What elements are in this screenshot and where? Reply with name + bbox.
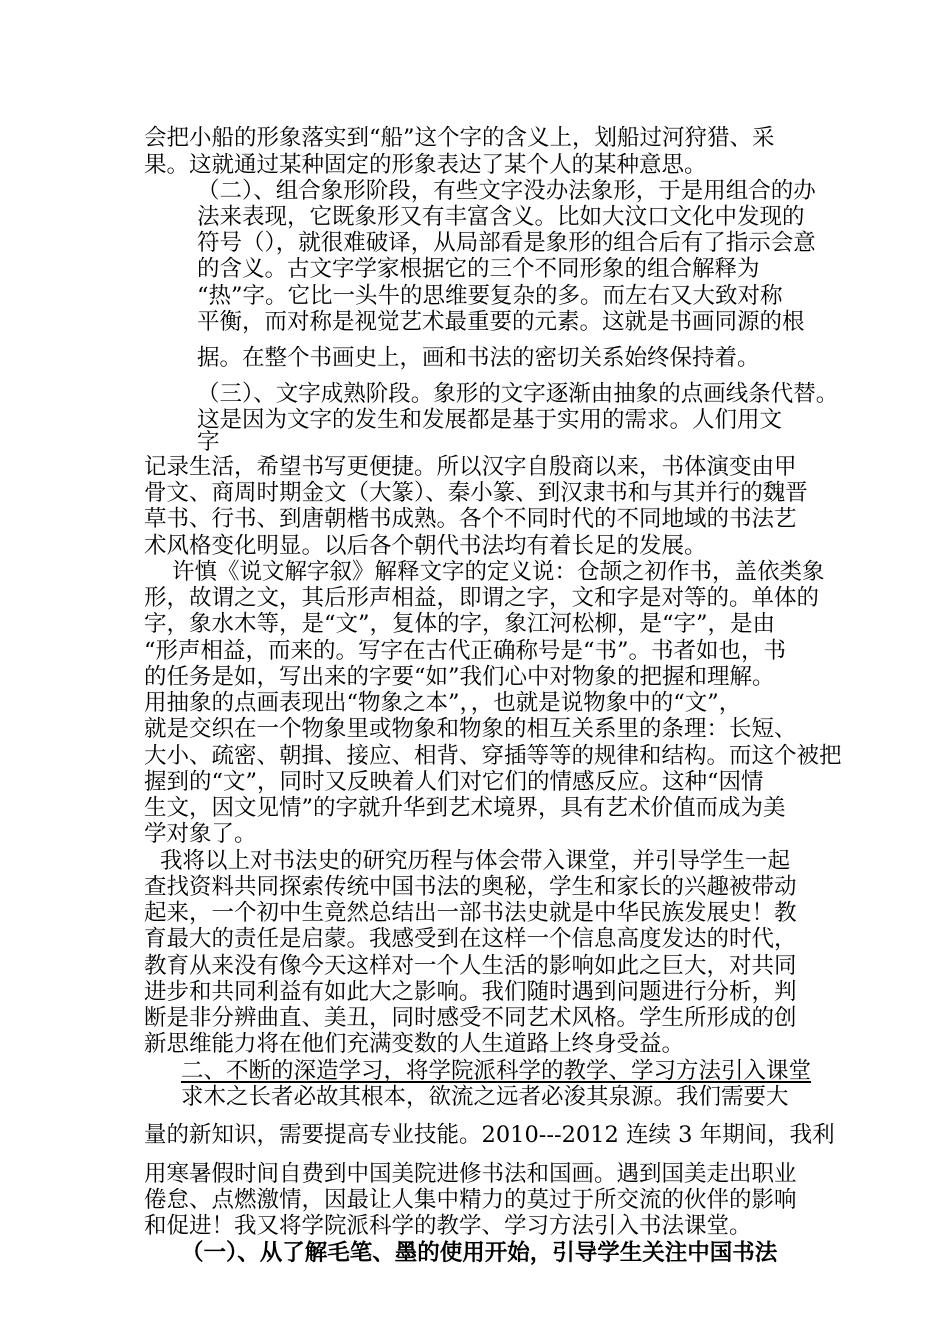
body-text-line: 生文，因文见情”的字就升华到艺术境界，具有艺术价值而成为美 (144, 795, 786, 821)
body-text-line: 用抽象的点画表现出“物象之本”，，也就是说物象中的“文”， (144, 690, 742, 716)
body-text-line: 查找资料共同探索传统中国书法的奥秘，学生和家长的兴趣被带动 (144, 874, 797, 900)
body-text-line: 会把小船的形象落实到“船”这个字的含义上，划船过河狩猎、采 (144, 125, 775, 151)
body-text-line: “形声相益，而来的。写字在古代正确称号是“书”。书者如也，书 (144, 638, 787, 664)
body-text-line: 就是交织在一个物象里或物象和物象的相互关系里的条理：长短、 (144, 716, 797, 742)
body-text-line: 字 (197, 429, 220, 455)
body-text-line: （三）、文字成熟阶段。象形的文字逐渐由抽象的点画线条代替。 (197, 381, 839, 407)
body-text-line: 断是非分辨曲直、美丑，同时感受不同艺术风格。学生所形成的创 (144, 1005, 797, 1031)
body-text-line: 这是因为文字的发生和发展都是基于实用的需求。人们用文 (197, 407, 783, 433)
body-text-line: 教育从来没有像今天这样对一个人生活的影响如此之巨大，对共同 (144, 953, 797, 979)
body-text-line: 果。这就通过某种固定的形象表达了某个人的某种意思。 (144, 152, 707, 178)
body-text-line: 的含义。古文字学家根据它的三个不同形象的组合解释为 (197, 256, 760, 282)
body-text-line: 字，象水木等，是“文”，复体的字，象江河松柳，是“字”，是由 (144, 611, 776, 637)
body-text-line: （二）、组合象形阶段，有些文字没办法象形，于是用组合的办 (197, 178, 816, 204)
body-text-line: 和促进！我又将学院派科学的教学、学习方法引入书法课堂。 (144, 1213, 752, 1239)
body-text-line: 符号（），就很难破译，从局部看是象形的组合后有了指示会意 (197, 230, 816, 256)
body-text-line: 进步和共同利益有如此大之影响。我们随时遇到问题进行分析，判 (144, 979, 797, 1005)
body-text-line: 法来表现，它既象形又有丰富含义。比如大汶口文化中发现的 (197, 204, 805, 230)
section-heading: 二、不断的深造学习，将学院派科学的教学、学习方法引入课堂 (181, 1058, 812, 1084)
body-text-line: 平衡，而对称是视觉艺术最重要的元素。这就是书画同源的根 (197, 309, 805, 335)
body-text-line: 学对象了。 (144, 821, 257, 847)
body-text-line: 骨文、商周时期金文（大篆）、秦小篆、到汉隶书和与其并行的魏晋 (144, 480, 808, 506)
body-text-line: “热”字。它比一头牛的思维要复杂的多。而左右又大致对称 (197, 283, 783, 309)
body-text-line: 草书、行书、到唐朝楷书成熟。各个不同时代的不同地域的书法艺 (144, 506, 797, 532)
body-text-line: 起来，一个初中生竟然总结出一部书法史就是中华民族发展史！教 (144, 900, 797, 926)
body-text-line: 形，故谓之文，其后形声相益，即谓之字，文和字是对等的。单体的 (144, 585, 820, 611)
body-text-line: 记录生活，希望书写更便捷。所以汉字自殷商以来，书体演变由甲 (144, 454, 797, 480)
body-text-line: 许慎《说文解字叙》解释文字的定义说：仓颉之初作书，盖依类象 (172, 559, 825, 585)
body-text-line: 求木之长者必故其根本，欲流之远者必浚其泉源。我们需要大 (181, 1084, 789, 1110)
body-text-line: 用寒暑假时间自费到中国美院进修书法和国画。遇到国美走出职业 (144, 1161, 797, 1187)
body-text-line: 术风格变化明显。以后各个朝代书法均有着长足的发展。 (144, 533, 707, 559)
body-text-line: 握到的“文”，同时又反映着人们对它们的情感反应。这种“因情 (144, 769, 764, 795)
subsection-heading: （一）、从了解毛笔、墨的使用开始，引导学生关注中国书法 (181, 1240, 778, 1266)
body-text-line: 育最大的责任是启蒙。我感受到在这样一个信息高度发达的时代， (144, 926, 797, 952)
body-text-line: 的任务是如，写出来的字要“如”我们心中对物象的把握和理解。 (144, 664, 775, 690)
body-text-line: 大小、疏密、朝揖、接应、相背、穿插等等的规律和结构。而这个被把 (144, 743, 842, 769)
body-text-line: 量的新知识，需要提高专业技能。2010---2012 连续 3 年期间，我利 (144, 1122, 835, 1148)
body-text-line: 我将以上对书法史的研究历程与体会带入课堂，并引导学生一起 (160, 848, 791, 874)
body-text-line: 新思维能力将在他们充满变数的人生道路上终身受益。 (144, 1031, 685, 1057)
body-text-line: 倦怠、点燃激情，因最让人集中精力的莫过于所交流的伙伴的影响 (144, 1187, 797, 1213)
body-text-line: 据。在整个书画史上，画和书法的密切关系始终保持着。 (197, 345, 760, 371)
